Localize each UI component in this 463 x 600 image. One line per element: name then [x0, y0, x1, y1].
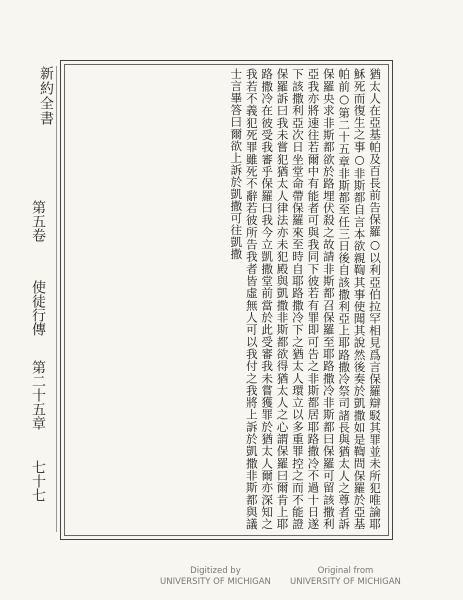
original-watermark — [290, 566, 401, 588]
page-number: 七十七 — [30, 460, 46, 502]
volume-label: 第五卷 — [30, 200, 46, 242]
digitized-line-1: Digitized by — [190, 566, 241, 576]
section-label: 使徒行傳 — [30, 280, 46, 336]
digitized-line-2: UNIVERSITY OF MICHIGAN — [160, 577, 271, 587]
scripture-text: 猶太人在亞基帕及百長前告保羅○以利亞伯拉罕相見爲言保羅辯駁其罪並未所犯唯論耶穌死而復生之事○非斯都自言本欲親鞫其事使聞其說然後奏於凱撒如是鞫問保羅於亞基帕前○第二十五章非斯都至任三日後自該撒利亞上耶路撒冷祭司諸長與猶太人之尊者訴保羅央求非斯都欲於路埋伏殺之故請非斯都召保羅至耶路撒冷非斯都曰保羅可留該撒利亞我亦將速往若爾中有能者可與我同下彼若有罪即可告之非斯都居耶路撒冷不過十日遂下該撒利亞次日坐堂命帶保羅來至時自耶路撒冷下之猶太人環立以多重罪控之而不能證保羅訴曰我未嘗犯猶太人律法亦未犯殿與凱撒非斯都欲得猶太人之心謂保羅曰爾肯上耶路撒冷在彼受我審乎保羅曰我今立凱撒堂前當於此受審我未嘗獲罪於猶太人爾亦深知之我若不義犯死罪雖死不辭若彼所告我者皆虛無人可以我付之我將上訴於凱撒非斯都與議士言畢答曰爾欲上訴於凱撒可往凱撒 — [229, 68, 382, 530]
original-line-2: UNIVERSITY OF MICHIGAN — [290, 577, 401, 587]
chapter-label: 第二十五章 — [30, 360, 46, 430]
margin-divider — [56, 66, 57, 532]
original-line-1: Original from — [317, 566, 374, 576]
digitized-watermark — [160, 566, 271, 588]
book-title: 新約全書 — [38, 66, 54, 126]
